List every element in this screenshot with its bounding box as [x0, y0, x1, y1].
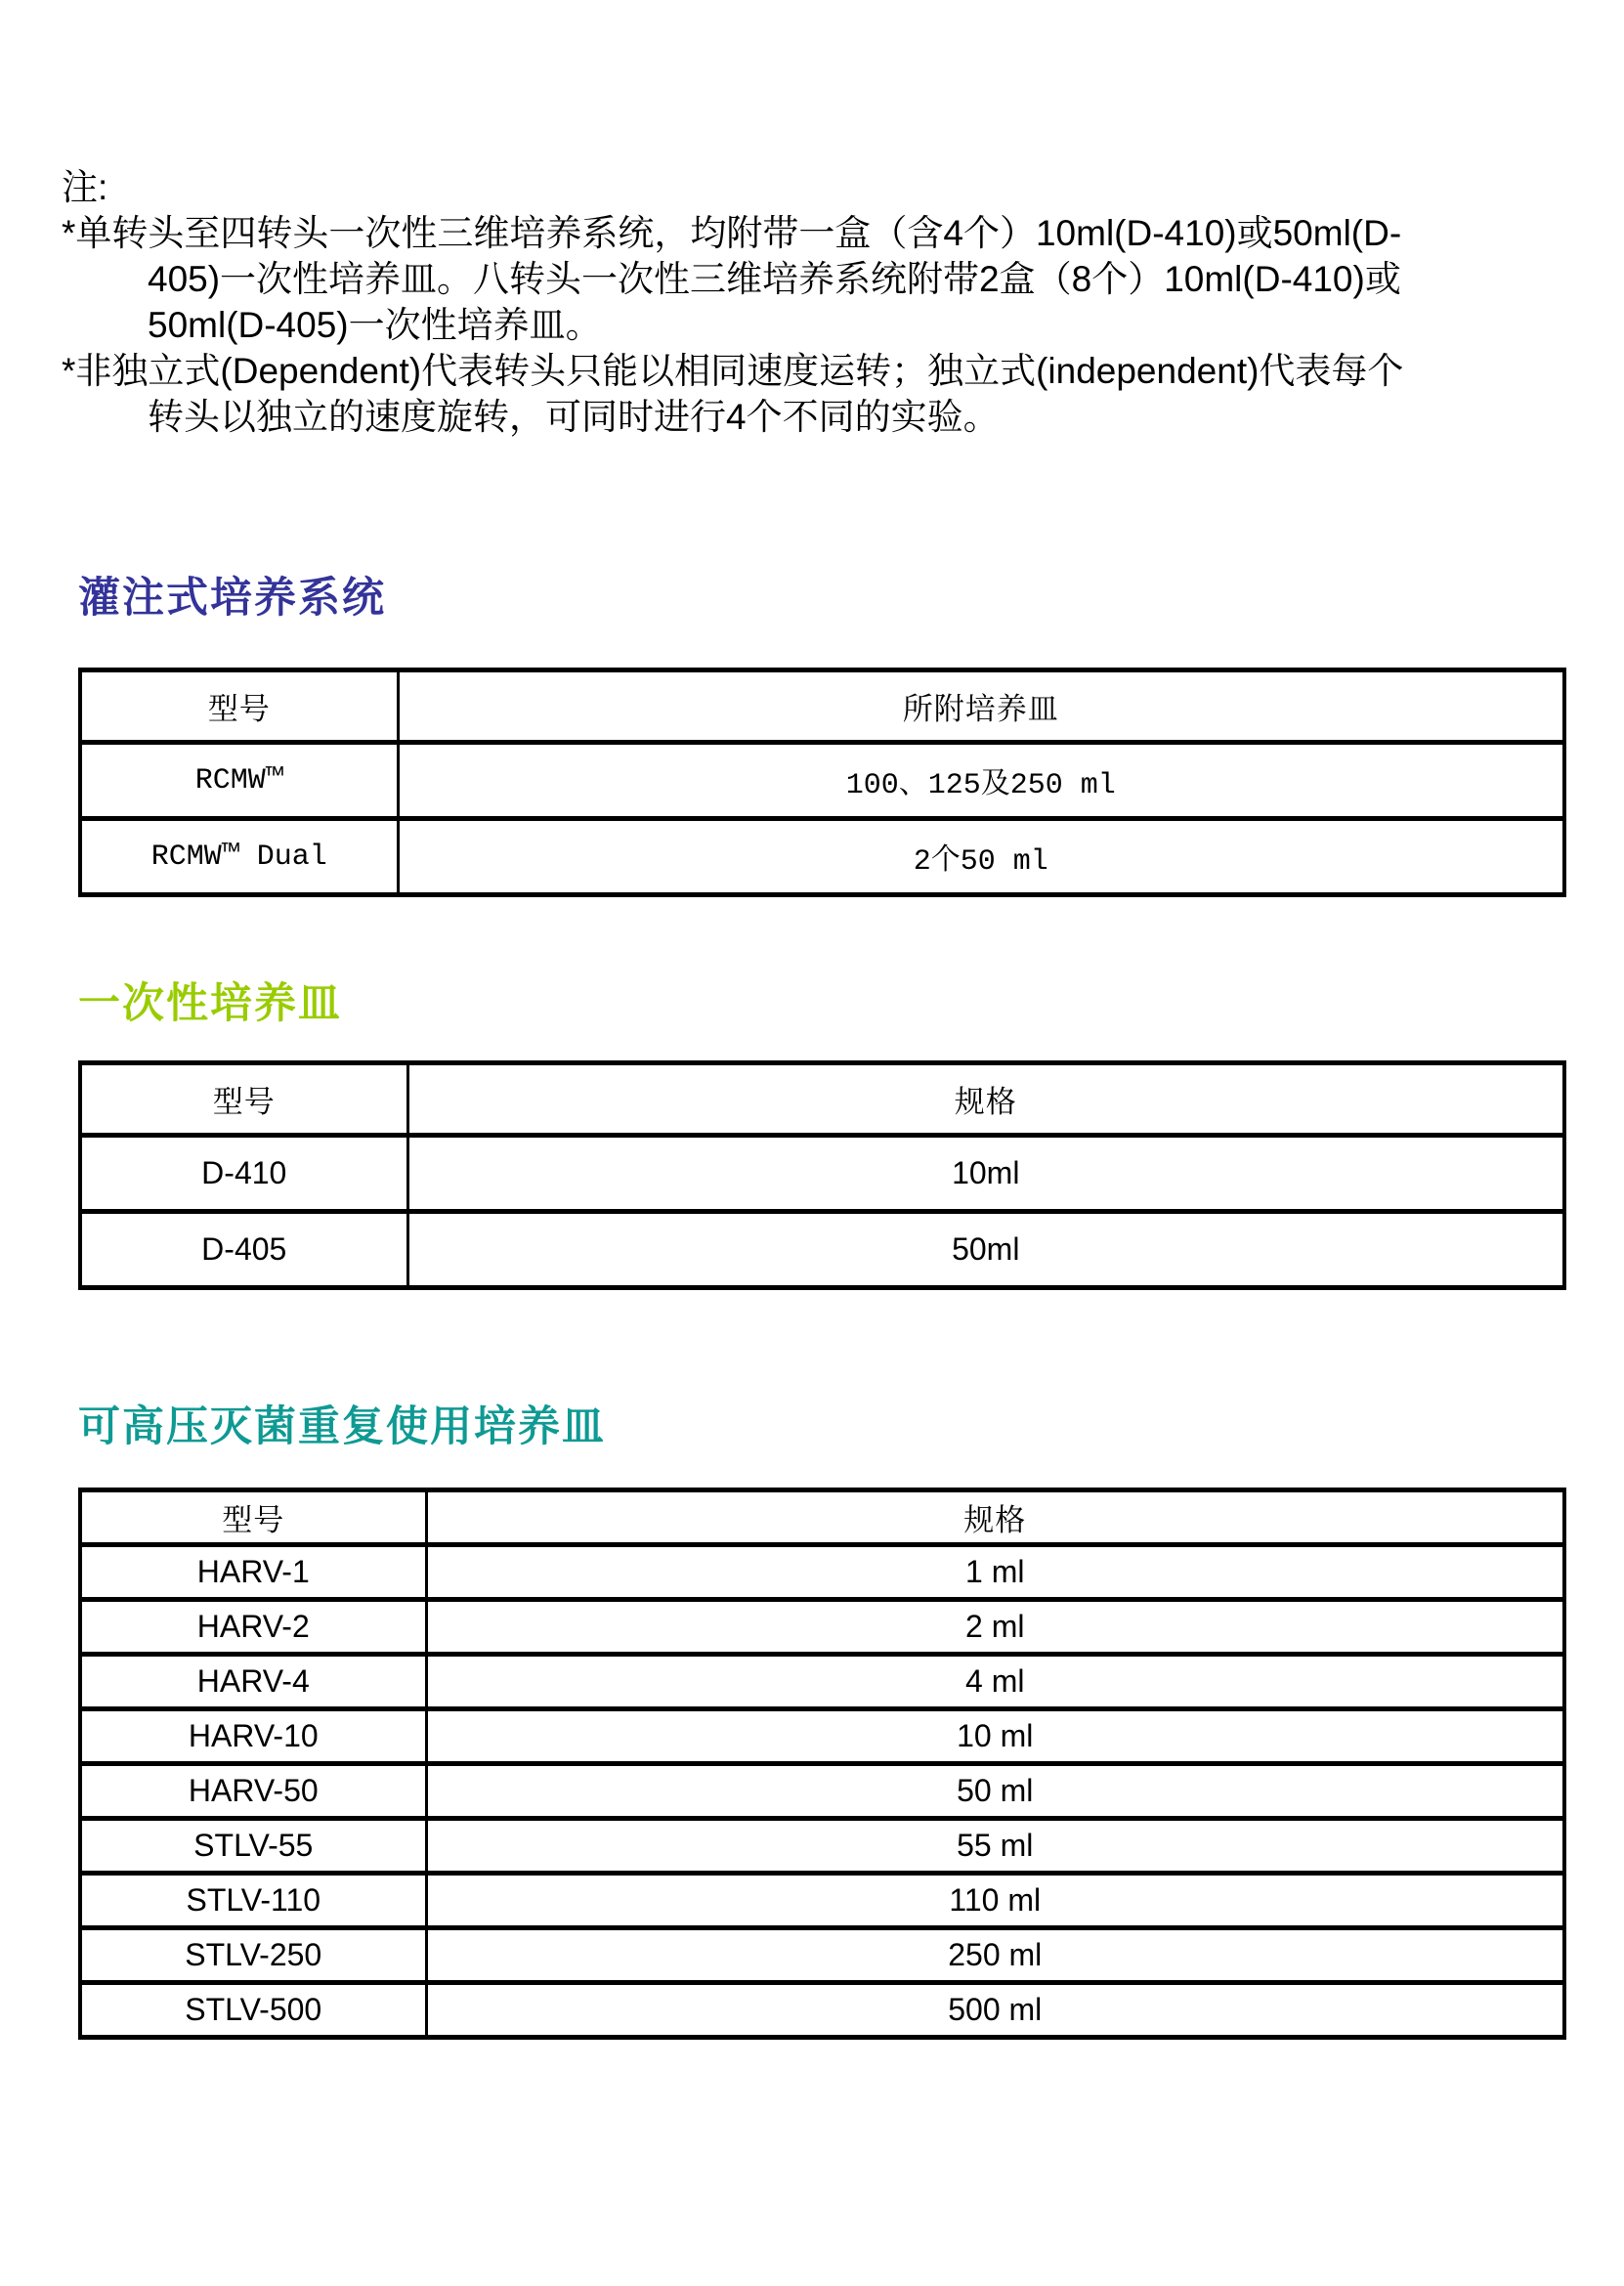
header-row	[80, 1490, 1564, 1545]
table-row	[80, 743, 1564, 819]
table-row	[80, 1545, 1564, 1600]
note-line: *单转头至四转头一次性三维培养系统，均附带一盒（含4个）10ml(D-410)或50ml(D-	[62, 213, 1402, 253]
spec-cell: 50ml	[407, 1212, 1564, 1288]
table-row	[80, 1928, 1564, 1983]
spec-cell: 2个50 ml	[398, 819, 1564, 895]
table-row	[80, 1709, 1564, 1764]
column-header: 型号	[80, 1063, 407, 1136]
spec-cell: 10 ml	[426, 1709, 1564, 1764]
table-row	[80, 1874, 1564, 1928]
note-line: 405)一次性培养皿。八转头一次性三维培养系统附带2盒（8个）10ml(D-410)或	[148, 259, 1401, 299]
header-row	[80, 670, 1564, 743]
model-cell: STLV-55	[80, 1819, 426, 1874]
model-cell: D-410	[80, 1136, 407, 1212]
spec-cell: 10ml	[407, 1136, 1564, 1212]
spec-cell: 110 ml	[426, 1874, 1564, 1928]
note-line: 注:	[62, 167, 108, 207]
table-row	[80, 1600, 1564, 1655]
autoclavable-vessels-table	[78, 1488, 1566, 2040]
model-cell: STLV-250	[80, 1928, 426, 1983]
note-line: 转头以独立的速度旋转，可同时进行4个不同的实验。	[148, 397, 1000, 437]
model-cell: RCMW™ Dual	[80, 819, 398, 895]
perfusion-system-table	[78, 668, 1566, 897]
disposable-vessels-table	[78, 1060, 1566, 1290]
column-header: 型号	[80, 670, 398, 743]
table-row	[80, 1655, 1564, 1709]
model-cell: STLV-110	[80, 1874, 426, 1928]
section-heading-disposable-vessels: 一次性培养皿	[78, 981, 342, 1027]
column-header: 规格	[407, 1063, 1564, 1136]
section-heading-autoclavable-reusable-vessels: 可高压灭菌重复使用培养皿	[78, 1404, 606, 1450]
notes-section	[62, 164, 1586, 440]
table-row	[80, 1212, 1564, 1288]
spec-cell: 1 ml	[426, 1545, 1564, 1600]
table-row	[80, 1819, 1564, 1874]
spec-cell: 4 ml	[426, 1655, 1564, 1709]
table-row	[80, 819, 1564, 895]
model-cell: HARV-50	[80, 1764, 426, 1819]
column-header: 规格	[426, 1490, 1564, 1545]
spec-cell: 500 ml	[426, 1983, 1564, 2038]
model-cell: HARV-2	[80, 1600, 426, 1655]
section-heading-perfusion-culture-system: 灌注式培养系统	[78, 576, 386, 622]
table-row	[80, 1136, 1564, 1212]
model-cell: HARV-10	[80, 1709, 426, 1764]
note-line: *非独立式(Dependent)代表转头只能以相同速度运转；独立式(independent)代表每个	[62, 351, 1404, 391]
table-row	[80, 1983, 1564, 2038]
model-cell: D-405	[80, 1212, 407, 1288]
model-cell: RCMW™	[80, 743, 398, 819]
model-cell: STLV-500	[80, 1983, 426, 2038]
model-cell: HARV-1	[80, 1545, 426, 1600]
column-header: 型号	[80, 1490, 426, 1545]
spec-cell: 55 ml	[426, 1819, 1564, 1874]
spec-cell: 100、125及250 ml	[398, 743, 1564, 819]
header-row	[80, 1063, 1564, 1136]
column-header: 所附培养皿	[398, 670, 1564, 743]
table-row	[80, 1764, 1564, 1819]
spec-cell: 50 ml	[426, 1764, 1564, 1819]
model-cell: HARV-4	[80, 1655, 426, 1709]
note-line: 50ml(D-405)一次性培养皿。	[148, 305, 602, 345]
spec-cell: 2 ml	[426, 1600, 1564, 1655]
spec-cell: 250 ml	[426, 1928, 1564, 1983]
